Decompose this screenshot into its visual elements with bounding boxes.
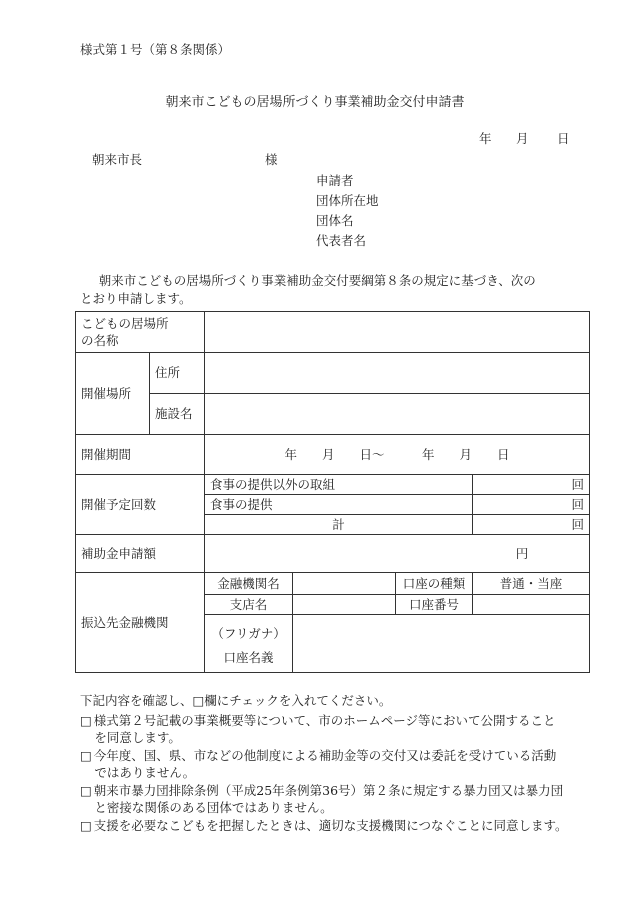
facility-field[interactable] <box>205 394 590 435</box>
date-year: 年 <box>479 131 492 146</box>
bank-section-label: 振込先金融機関 <box>76 573 205 673</box>
count-other-label: 食事の提供以外の取組 <box>205 475 473 495</box>
checklist-item-4: □ 支援を必要なこどもを把握したときは、適切な支援機関につなぐことに同意します。 <box>80 818 568 833</box>
applicant-representative-label: 代表者名 <box>316 233 367 248</box>
row-period <box>76 435 590 475</box>
count-meal-label: 食事の提供 <box>205 495 473 515</box>
account-type-field[interactable]: 普通・当座 <box>473 573 590 595</box>
yen-unit: 円 <box>515 545 529 561</box>
account-number-field[interactable] <box>473 595 590 615</box>
facility-label: 施設名 <box>150 394 205 435</box>
holder-label: 口座名義 <box>205 643 293 673</box>
amount-field[interactable] <box>205 535 590 573</box>
period-label: 開催期間 <box>76 435 205 475</box>
row-count-other <box>76 475 590 495</box>
row-venue-address <box>76 353 590 394</box>
row-place-name <box>76 312 590 353</box>
row-amount <box>76 535 590 573</box>
intro-line-1: 朝来市こどもの居場所づくり事業補助金交付要綱第８条の規定に基づき、次の <box>98 273 536 288</box>
bank-name-label: 金融機関名 <box>205 573 293 595</box>
place-name-field[interactable] <box>205 312 590 353</box>
application-table <box>75 311 590 673</box>
bank-name-field[interactable] <box>293 573 396 595</box>
date-month: 月 <box>516 131 529 146</box>
amount-label: 補助金申請額 <box>76 535 205 573</box>
intro-line-2: とおり申請します。 <box>80 290 192 306</box>
applicant-org-name-label: 団体名 <box>316 213 354 228</box>
count-other-field[interactable]: 回 <box>473 475 590 495</box>
furigana-label: （フリガナ） <box>205 615 293 643</box>
account-holder-field[interactable] <box>293 615 590 673</box>
checklist-item-1: □ 様式第２号記載の事業概要等について、市のホームページ等において公開すること を同意します。 <box>80 713 556 746</box>
venue-label: 開催場所 <box>76 353 150 435</box>
address-field[interactable] <box>205 353 590 394</box>
checkbox-4[interactable]: □ <box>80 818 92 833</box>
address-label: 住所 <box>150 353 205 394</box>
branch-label: 支店名 <box>205 595 293 615</box>
addressee-suffix: 様 <box>265 152 278 167</box>
addressee: 朝来市長 <box>92 152 143 167</box>
document-title: 朝来市こどもの居場所づくり事業補助金交付申請書 <box>165 95 465 110</box>
intro-paragraph <box>80 272 592 307</box>
account-number-label: 口座番号 <box>396 595 473 615</box>
count-label: 開催予定回数 <box>76 475 205 535</box>
date-day: 日 <box>557 131 570 146</box>
count-meal-field[interactable]: 回 <box>473 495 590 515</box>
checklist-item-3: □ 朝来市暴力団排除条例（平成25年条例第36号）第２条に規定する暴力団又は暴力団 と密接な関係のある団体ではありません。 <box>80 783 564 816</box>
applicant-label: 申請者 <box>316 173 354 188</box>
applicant-address-label: 団体所在地 <box>316 193 379 208</box>
form-number: 様式第１号（第８条関係） <box>80 42 231 57</box>
count-total-label: 計 <box>205 515 473 535</box>
account-type-label: 口座の種類 <box>396 573 473 595</box>
checklist-instruction: 下記内容を確認し、□欄にチェックを入れてください。 <box>80 693 392 708</box>
period-field[interactable]: 年 月 日～ 年 月 日 <box>205 435 590 475</box>
place-name-label: こどもの居場所 の名称 <box>76 312 205 353</box>
checkbox-2[interactable]: □ <box>80 748 92 763</box>
checklist-item-2: □ 今年度、国、県、市などの他制度による補助金等の交付又は委託を受けている活動 ではありません。 <box>80 748 557 781</box>
row-bank-name <box>76 573 590 595</box>
checkbox-3[interactable]: □ <box>80 783 92 798</box>
count-total-field[interactable]: 回 <box>473 515 590 535</box>
branch-field[interactable] <box>293 595 396 615</box>
checkbox-1[interactable]: □ <box>80 713 92 728</box>
row-venue-facility <box>76 394 590 435</box>
